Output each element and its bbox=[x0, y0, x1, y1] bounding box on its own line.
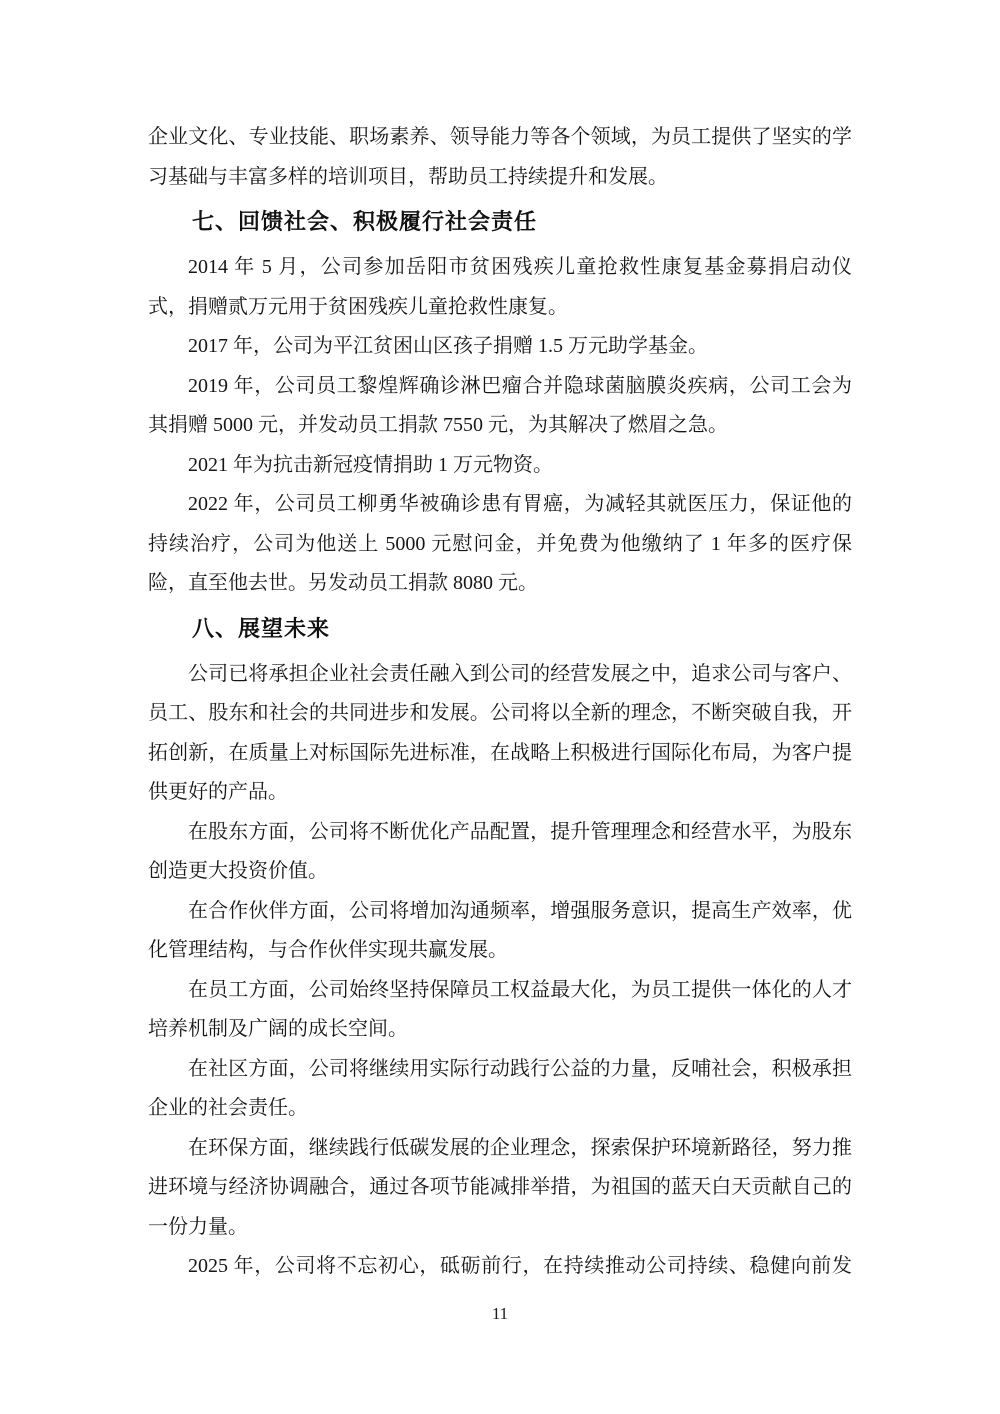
paragraph: 在社区方面，公司将继续用实际行动践行公益的力量，反哺社会，积极承担企业的社会责任。 bbox=[148, 1057, 852, 1119]
paragraph: 企业文化、专业技能、职场素养、领导能力等各个领域，为员工提供了坚实的学习基础与丰富多样的培训项目，帮助员工持续提升和发展。 bbox=[148, 126, 852, 188]
paragraph: 2019 年，公司员工黎煌辉确诊淋巴瘤合并隐球菌脑膜炎疾病，公司工会为其捐赠 5000 元，并发动员工捐款 7550 元，为其解决了燃眉之急。 bbox=[148, 374, 852, 436]
section-heading-eight: 八、展望未来 bbox=[192, 615, 331, 641]
paragraph: 2017 年，公司为平江贫困山区孩子捐赠 1.5 万元助学基金。 bbox=[188, 335, 708, 357]
page-number: 11 bbox=[491, 1304, 509, 1323]
paragraph: 在股东方面，公司将不断优化产品配置，提升管理理念和经营水平，为股东创造更大投资价值。 bbox=[148, 820, 852, 882]
paragraph: 2025 年，公司将不忘初心，砥砺前行，在持续推动公司持续、稳健向前发 bbox=[188, 1255, 852, 1277]
paragraph: 在合作伙伴方面，公司将增加沟通频率，增强服务意识，提高生产效率，优化管理结构，与合作伙伴实现共赢发展。 bbox=[148, 899, 852, 961]
paragraph: 公司已将承担企业社会责任融入到公司的经营发展之中，追求公司与客户、员工、股东和社会的共同进步和发展。公司将以全新的理念，不断突破自我，开拓创新，在质量上对标国际先进标准，在战略上积极进行国际化布局，为客户提供更好的产品。 bbox=[148, 662, 852, 803]
paragraph: 在环保方面，继续践行低碳发展的企业理念，探索保护环境新路径，努力推进环境与经济协调融合，通过各项节能减排举措，为祖国的蓝天白天贡献自己的一份力量。 bbox=[148, 1136, 852, 1238]
paragraph: 2022 年，公司员工柳勇华被确诊患有胃癌，为减轻其就医压力，保证他的持续治疗，公司为他送上 5000 元慰问金，并免费为他缴纳了 1 年多的医疗保险，直至他去世。另发动员工捐款 8080 元。 bbox=[148, 493, 852, 594]
paragraph: 2014 年 5 月，公司参加岳阳市贫困残疾儿童抢救性康复基金募捐启动仪式，捐赠贰万元用于贫困残疾儿童抢救性康复。 bbox=[148, 256, 852, 318]
section-heading-seven: 七、回馈社会、积极履行社会责任 bbox=[192, 209, 538, 234]
paragraph: 在员工方面，公司始终坚持保障员工权益最大化，为员工提供一体化的人才培养机制及广阔的成长空间。 bbox=[148, 978, 852, 1040]
paragraph: 2021 年为抗击新冠疫情捐助 1 万元物资。 bbox=[188, 453, 553, 476]
page-content bbox=[148, 118, 852, 1287]
